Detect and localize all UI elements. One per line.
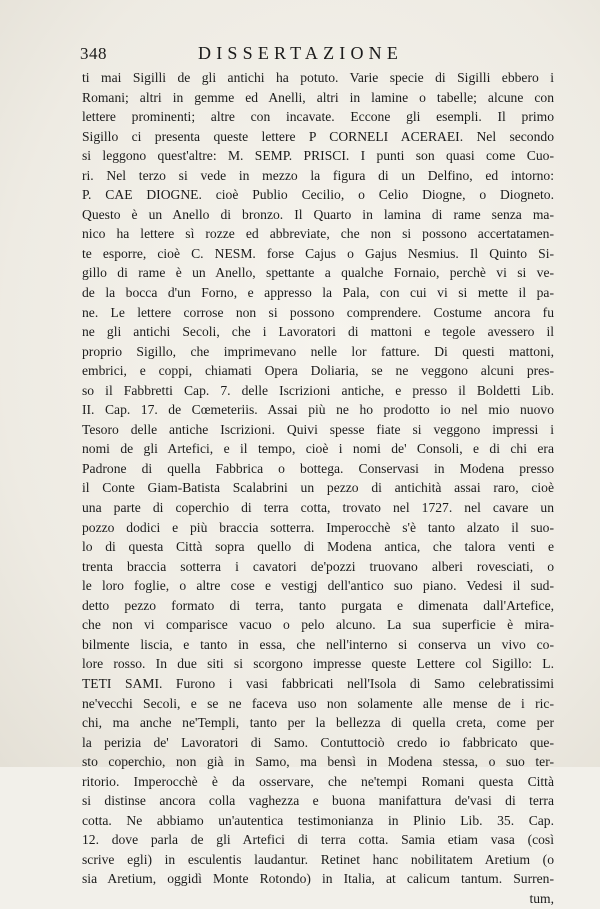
text-line: proprio Sigillo, che imprimevano nelle lor fatture. Di questi mattoni, <box>82 343 554 359</box>
text-line: nomi de gli Artefici, e il tempo, cioè i nomi de' Consoli, e di chi era <box>82 441 554 457</box>
text-line: ti mai Sigilli de gli antichi ha potuto. Varie specie di Sigilli ebbero i <box>82 70 554 85</box>
text-line: che non vi comparisce vacuo o pelo alcuno. La sua superficie è mira- <box>82 617 554 633</box>
text-line: embrici, e coppi, chiamati Opera Doliaria, se ne veggono alcuni pres- <box>82 363 554 379</box>
text-line: si leggono quest'altre: M. SEMP. PRISCI. I punti son quasi come Cuo- <box>82 148 554 164</box>
text-line: ne. Le lettere corrose non si possono comprendere. Costume ancora fu <box>82 304 554 320</box>
text-line: cotta. Ne abbiamo un'autentica testimonianza in Plinio Lib. 35. Cap. <box>82 812 554 828</box>
text-line: de la bocca d'un Forno, e appresso la Pala, con cui vi si mette il pa- <box>82 285 554 301</box>
text-line: gillo di rame è un Anello, spettante a qualche Fornaio, perchè vi si ve- <box>82 265 554 281</box>
text-line: P. CAE DIOGNE. cioè Publio Cecilio, o Celio Diogne, o Diogneto. <box>82 187 554 203</box>
text-line: TETI SAMI. Furono i vasi fabbricati nell'Isola di Samo celebratissimi <box>82 675 554 691</box>
text-line: Padrone di quella Fabbrica o bottega. Conservasi in Modena presso <box>82 460 554 476</box>
text-line: lettere prominenti; altre con incavate. Eccone gli esempli. Il primo <box>82 109 554 125</box>
text-line: il Conte Giam-Batista Scalabrini un pezzo di antichità assai raro, cioè <box>82 480 554 496</box>
text-line: trenta braccia sotterra i cavatori de'pozzi truovano alberi rovesciati, o <box>82 558 554 574</box>
text-line: nico ha lettere sì rozze ed abbreviate, che non si possono accertatamen- <box>82 226 554 242</box>
text-line: detto pezzo formato di terra, tanto purgata e dimenata dall'Artefice, <box>82 597 554 613</box>
text-line: ritorio. Imperocchè è da osservare, che ne'tempi Romani questa Città <box>82 773 554 789</box>
text-line: Sigillo ci presenta queste lettere P CORNELI ACERAEI. Nel secondo <box>82 128 554 144</box>
text-line: Tesoro delle antiche Iscrizioni. Quivi spesse fiate si veggono impressi i <box>82 421 554 437</box>
text-line: ne'vecchi Secoli, e se ne faceva uso non solamente alle mense de i ric- <box>82 695 554 711</box>
text-line: II. Cap. 17. de Cœmeteriis. Assai più ne ho prodotto io nel mio nuovo <box>82 402 554 418</box>
text-line: si distinse ancora colla vaghezza e buona manifattura de'vasi di terra <box>82 793 554 809</box>
text-line: Romani; altri in gemme ed Anelli, altri in lamine o tabelle; alcune con <box>82 89 554 105</box>
text-line: 12. dove parla de gli Artefici di terra cotta. Samia etiam vasa (così <box>82 832 554 848</box>
text-line: le loro foglie, o altre cose e vestigj dell'antico suo piano. Vedesi il sud- <box>82 578 554 594</box>
text-line: Questo è un Anello di bronzo. Il Quarto in lamina di rame senza ma- <box>82 206 554 222</box>
text-line: te esporre, cioè C. NESM. forse Cajus o Gajus Nesmius. Il Quinto Si- <box>82 245 554 261</box>
body-text <box>82 68 554 909</box>
text-line: so il Fabbretti Cap. 7. delle Iscrizioni antiche, e presso il Boldetti Lib. <box>82 382 554 398</box>
text-line: lo di questa Città sopra quello di Modena antica, che talora venti e <box>82 539 554 555</box>
page-header <box>80 44 550 68</box>
text-line: scrive egli) in esculentis laudantur. Retinet hanc nobilitatem Aretium (o <box>82 851 554 867</box>
text-line: la perizia de' Lavoratori di Samo. Contuttociò credo io fabbricato que- <box>82 734 554 750</box>
text-line: chi, ma anche ne'Templi, tanto per la bellezza di quella creta, come per <box>82 715 554 731</box>
page-number: 348 <box>80 44 107 63</box>
text-line: sto coperchio, non già in Samo, ma bensì in Modena stessa, o suo ter- <box>82 754 554 770</box>
text-line: lore rosso. In due siti si scorgono impresse queste Lettere col Sigillo: L. <box>82 656 554 672</box>
text-line: bilmente liscia, e tanto in essa, che nell'interno si conserva un vivo co- <box>82 636 554 652</box>
catchword: tum, <box>529 890 554 906</box>
text-line: una parte di coperchio di terra cotta, trovato nel 1727. nel cavare un <box>82 500 554 516</box>
text-line: ne gli antichi Secoli, che i Lavoratori di mattoni e tegole avessero il <box>82 324 554 340</box>
running-title: DISSERTAZIONE <box>198 43 404 63</box>
text-line: ri. Nel terzo si vede in mezzo la figura di un Delfino, ed intorno: <box>82 167 554 183</box>
text-line: pozzo dodici e più braccia sotterra. Imperocchè s'è tanto alzato il suo- <box>82 519 554 535</box>
text-line: sia Aretium, oggidì Monte Rotondo) in Italia, at calicum tantum. Surren- <box>82 871 554 887</box>
